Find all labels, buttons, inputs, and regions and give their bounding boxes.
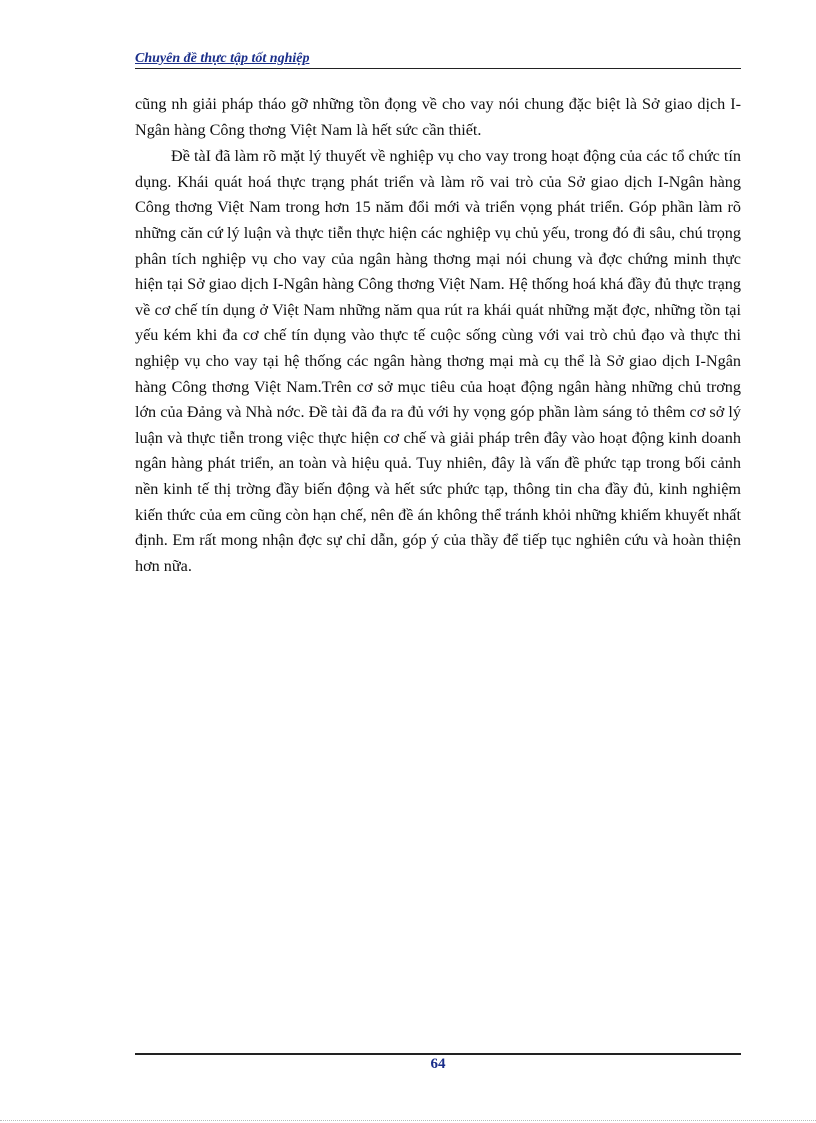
footer-rule [135, 1053, 741, 1055]
page-header [135, 48, 741, 69]
header-title: Chuyên đề thực tập tốt nghiệp [135, 51, 310, 66]
page-bottom-border [0, 1120, 816, 1121]
document-body [135, 92, 741, 579]
page-number: 64 [430, 1056, 446, 1072]
paragraph-continuation: cũng nh giải pháp tháo gỡ những tồn đọng về cho vay nói chung đặc biệt là Sở giao dịch I- Ngân hàng Công thơng Việt Nam là hết sức cần thiết. [135, 95, 741, 139]
paragraph-conclusion: Đề tàI đã làm rõ mặt lý thuyết về nghiệp vụ cho vay trong hoạt động của các tổ chức tín dụng. Khái quát hoá thực trạng phát triển và làm rõ vai trò của Sở giao dịch I-Ngân hàng Công thơng Việt Nam trong hơn 15 năm đổi mới và triển vọng phát triển. Góp phần làm rõ những căn cứ lý luận và thực tiễn thực hiện các nghiệp vụ chủ yếu, trong đó đi sâu, chú trọng phân tích nghiệp vụ cho vay của ngân hàng thơng mại nói chung và đợc chứng minh thực hiện tại Sở giao dịch I-Ngân hàng Công thơng Việt Nam. Hệ thống hoá khá đầy đủ thực trạng về cơ chế tín dụng ở Việt Nam những năm qua rút ra khái quát những mặt đợc, những tồn tại yếu kém khi đa cơ chế tín dụng vào thực tế cuộc sống cùng với vai trò chủ đạo và thực thi nghiệp vụ cho vay tại hệ thống các ngân hàng thơng mại mà cụ thể là Sở giao dịch I-Ngân hàng Công thơng Việt Nam.Trên cơ sở mục tiêu của hoạt động ngân hàng những chủ trơng lớn của Đảng và Nhà nớc. Đề tài đã đa ra đủ với hy vọng góp phần làm sáng tỏ thêm cơ sở lý luận và thực tiễn trong việc thực hiện cơ chế và giải pháp trên đây vào hoạt động kinh doanh ngân hàng phát triển, an toàn và hiệu quả. Tuy nhiên, đây là vấn đề phức tạp trong bối cảnh nền kinh tế thị trờng đầy biến động và hết sức phức tạp, thông tin cha đầy đủ, kinh nghiệm kiến thức của em cũng còn hạn chế, nên đề án không thể tránh khỏi những khiếm khuyết nhất định. Em rất mong nhận đợc sự chỉ dẫn, góp ý của thầy để tiếp tục nghiên cứu và hoàn thiện hơn nữa. [135, 147, 741, 575]
